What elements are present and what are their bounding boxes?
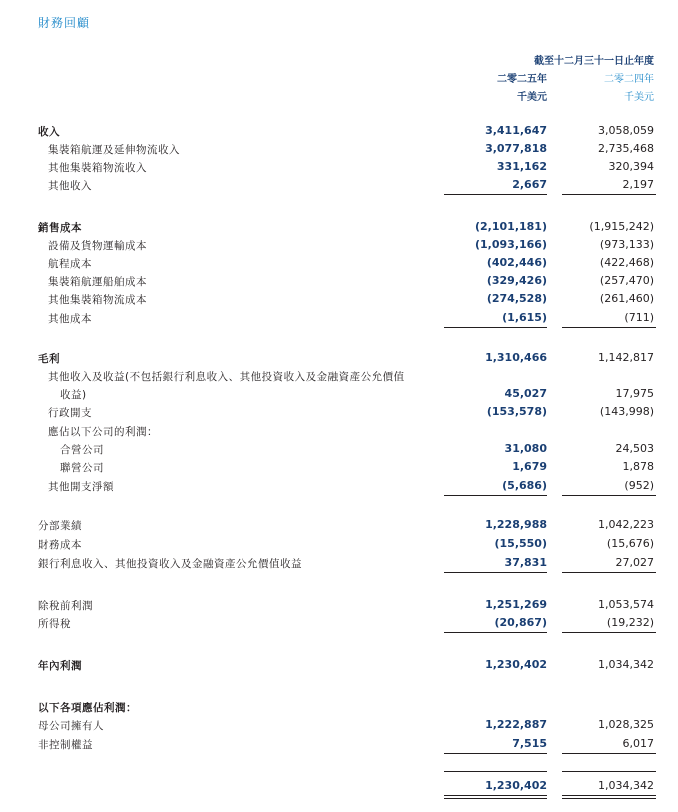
value-2024: 24,503 (615, 442, 654, 455)
value-2025: 37,831 (504, 556, 547, 569)
value-2024: (19,232) (606, 616, 654, 629)
value-2025: 1,679 (512, 460, 547, 473)
value-2025: (402,446) (486, 256, 547, 269)
value-2024: (143,998) (599, 405, 654, 418)
value-2024: 1,053,574 (598, 598, 654, 611)
divider (444, 572, 547, 573)
divider (444, 194, 547, 195)
value-2024: (422,468) (599, 256, 654, 269)
value-2024: (973,133) (599, 238, 654, 251)
table-row (0, 124, 678, 141)
value-2025: 2,667 (512, 178, 547, 191)
value-2024: (711) (624, 311, 654, 324)
value-2025: (20,867) (494, 616, 547, 629)
table-row (0, 737, 678, 754)
value-2024: 1,042,223 (598, 518, 654, 531)
row-label: 銀行利息收入、其他投資收入及金融資產公允價值收益 (38, 558, 302, 570)
page-title: 財務回顧 (38, 16, 91, 30)
table-row (0, 220, 678, 237)
divider (562, 327, 656, 328)
value-2025: (5,686) (502, 479, 547, 492)
value-2025: 1,228,988 (485, 518, 547, 531)
table-row (0, 598, 678, 615)
row-label: 以下各項應佔利潤： (38, 702, 137, 714)
value-2024: 1,142,817 (598, 351, 654, 364)
row-label: 其他開支淨額 (48, 481, 114, 493)
table-row (0, 424, 678, 441)
divider (562, 572, 656, 573)
table-row (0, 779, 678, 796)
value-2024: 1,034,342 (598, 658, 654, 671)
row-label: 航程成本 (48, 258, 92, 270)
table-row (0, 369, 678, 386)
value-2025: 331,162 (496, 160, 547, 173)
value-2025: 1,230,402 (485, 779, 547, 792)
divider (444, 798, 547, 799)
value-2024: (15,676) (606, 537, 654, 550)
row-label: 其他集裝箱物流收入 (48, 162, 147, 174)
row-label: 其他成本 (48, 313, 92, 325)
value-2024: 27,027 (615, 556, 654, 569)
divider (562, 798, 656, 799)
row-label: 收益) (60, 389, 87, 401)
value-2024: 1,028,325 (598, 718, 654, 731)
value-2024: 320,394 (608, 160, 654, 173)
row-label: 其他收入及收益(不包括銀行利息收入、其他投資收入及金融資產公允價值 (48, 371, 405, 383)
table-row (0, 142, 678, 159)
value-2024: (261,460) (599, 292, 654, 305)
row-label: 非控制權益 (38, 739, 93, 751)
divider (444, 753, 547, 754)
unit-header-2025: 千美元 (517, 92, 547, 103)
value-2024: (952) (624, 479, 654, 492)
row-label: 其他收入 (48, 180, 92, 192)
divider (562, 194, 656, 195)
table-row (0, 351, 678, 368)
table-row (0, 238, 678, 255)
value-2024: 3,058,059 (598, 124, 654, 137)
table-row (0, 537, 678, 554)
column-header-2025: 二零二五年 (497, 74, 547, 85)
period-header: 截至十二月三十一日止年度 (534, 56, 654, 67)
value-2025: (2,101,181) (475, 220, 547, 233)
table-row (0, 479, 678, 496)
value-2025: (274,528) (486, 292, 547, 305)
divider (562, 495, 656, 496)
row-label: 集裝箱航運及延伸物流收入 (48, 144, 180, 156)
table-row (0, 460, 678, 477)
row-label: 行政開支 (48, 407, 92, 419)
value-2024: 17,975 (615, 387, 654, 400)
divider (444, 632, 547, 633)
value-2025: 1,251,269 (485, 598, 547, 611)
table-row (0, 292, 678, 309)
row-label: 應佔以下公司的利潤： (48, 426, 158, 438)
value-2024: 6,017 (622, 737, 654, 750)
value-2025: (1,093,166) (475, 238, 547, 251)
value-2025: (1,615) (502, 311, 547, 324)
divider (444, 495, 547, 496)
row-label: 除稅前利潤 (38, 600, 93, 612)
row-label: 銷售成本 (38, 222, 82, 234)
divider (562, 771, 656, 772)
table-row (0, 387, 678, 404)
divider (562, 632, 656, 633)
table-row (0, 556, 678, 573)
table-row (0, 405, 678, 422)
row-label: 分部業績 (38, 520, 82, 532)
table-row (0, 256, 678, 273)
table-row (0, 311, 678, 328)
value-2025: 3,077,818 (485, 142, 547, 155)
row-label: 其他集裝箱物流成本 (48, 294, 147, 306)
row-label: 設備及貨物運輸成本 (48, 240, 147, 252)
value-2024: (1,915,242) (589, 220, 654, 233)
value-2025: 1,310,466 (485, 351, 547, 364)
divider (562, 753, 656, 754)
divider (444, 795, 547, 796)
row-label: 毛利 (38, 353, 60, 365)
value-2025: (15,550) (494, 537, 547, 550)
row-label: 所得稅 (38, 618, 71, 630)
value-2024: 1,034,342 (598, 779, 654, 792)
value-2025: 1,230,402 (485, 658, 547, 671)
row-label: 年內利潤 (38, 660, 82, 672)
value-2024: 1,878 (622, 460, 654, 473)
table-row (0, 658, 678, 675)
value-2025: (329,426) (486, 274, 547, 287)
value-2025: (153,578) (486, 405, 547, 418)
divider (444, 327, 547, 328)
row-label: 聯營公司 (60, 462, 104, 474)
table-row (0, 718, 678, 735)
table-row (0, 518, 678, 535)
value-2025: 7,515 (512, 737, 547, 750)
value-2025: 1,222,887 (485, 718, 547, 731)
table-row (0, 700, 678, 717)
row-label: 合營公司 (60, 444, 104, 456)
value-2025: 45,027 (504, 387, 547, 400)
divider (444, 771, 547, 772)
value-2024: (257,470) (599, 274, 654, 287)
table-row (0, 442, 678, 459)
value-2024: 2,197 (622, 178, 654, 191)
row-label: 收入 (38, 126, 60, 138)
row-label: 母公司擁有人 (38, 720, 104, 732)
table-row (0, 616, 678, 633)
row-label: 財務成本 (38, 539, 82, 551)
divider (562, 795, 656, 796)
unit-header-2024: 千美元 (624, 92, 654, 103)
row-label: 集裝箱航運船舶成本 (48, 276, 147, 288)
table-row (0, 160, 678, 177)
column-header-2024: 二零二四年 (604, 74, 654, 85)
value-2025: 31,080 (504, 442, 547, 455)
table-row (0, 274, 678, 291)
table-row (0, 178, 678, 195)
value-2025: 3,411,647 (485, 124, 547, 137)
value-2024: 2,735,468 (598, 142, 654, 155)
